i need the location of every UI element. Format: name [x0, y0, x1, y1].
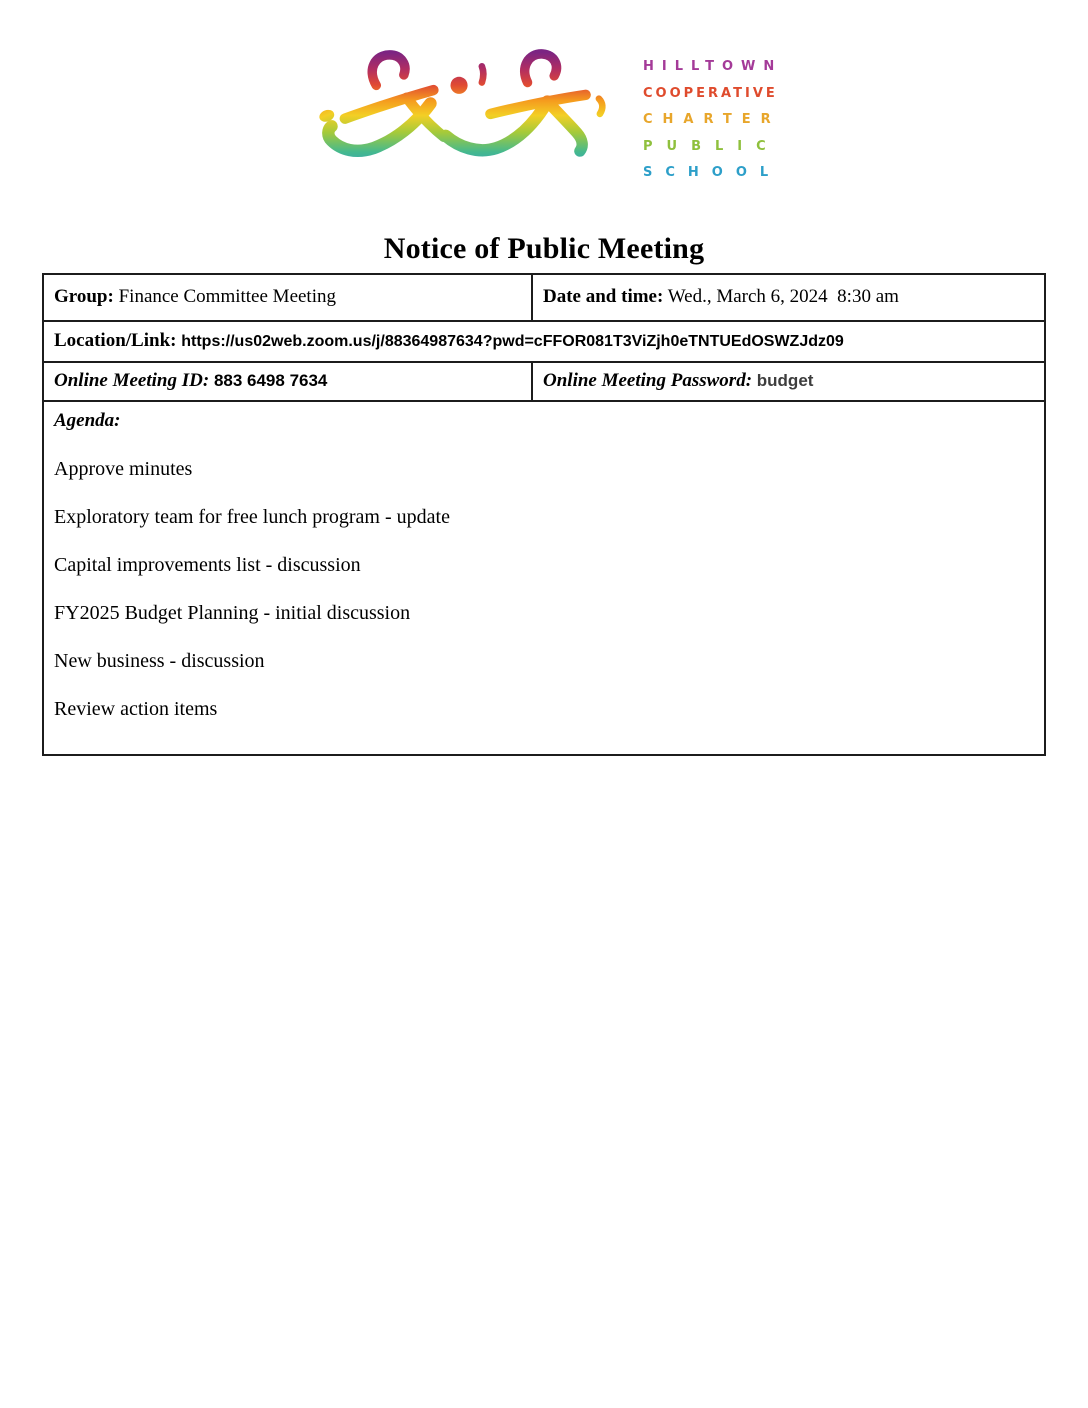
- location-label: Location/Link:: [54, 330, 177, 351]
- password-cell: [532, 362, 1045, 401]
- location-cell: [43, 321, 1045, 362]
- meeting-id-value: 883 6498 7634: [213, 371, 328, 390]
- group-label: Group:: [54, 286, 114, 307]
- group-value: Finance Committee Meeting: [118, 286, 336, 307]
- agenda-item: Approve minutes: [54, 457, 193, 480]
- dancing-figures-icon: [303, 38, 617, 186]
- agenda-cell: [43, 401, 1045, 755]
- agenda-item: FY2025 Budget Planning - initial discussion: [54, 601, 411, 624]
- datetime-cell: [532, 274, 1045, 321]
- datetime-label: Date and time:: [543, 286, 664, 307]
- meeting-id-cell: [43, 362, 532, 401]
- table-row: [43, 321, 1045, 362]
- datetime-value: Wed., March 6, 2024 8:30 am: [667, 286, 899, 307]
- school-name-line: CHARTER: [643, 112, 781, 127]
- password-label: Online Meeting Password:: [543, 370, 753, 391]
- agenda-item: Exploratory team for free lunch program - update: [54, 505, 450, 528]
- agenda-item: Capital improvements list - discussion: [54, 553, 361, 576]
- meeting-link[interactable]: https://us02web.zoom.us/j/88364987634?pwd=cFFOR081T3ViZjh0eTNTUEdOSWZJdz09: [181, 333, 844, 350]
- meeting-details-table: [42, 273, 1046, 756]
- school-logo: [0, 0, 1088, 187]
- school-name-line: COOPERATIVE: [643, 85, 778, 101]
- agenda-label: Agenda:: [54, 409, 121, 431]
- group-cell: [43, 274, 532, 321]
- table-row: [43, 401, 1045, 755]
- meeting-id-label: Online Meeting ID:: [54, 370, 210, 391]
- table-row: [43, 362, 1045, 401]
- page-title: Notice of Public Meeting: [383, 231, 705, 265]
- password-value: budget: [756, 371, 814, 390]
- school-name-line: SCHOOL: [643, 165, 782, 180]
- school-name-line: PUBLIC: [643, 138, 780, 154]
- agenda-item: Review action items: [54, 697, 218, 720]
- school-name-line: HILLTOWN: [643, 59, 783, 74]
- agenda-item: New business - discussion: [54, 649, 265, 672]
- school-name: [643, 54, 785, 187]
- table-row: [43, 274, 1045, 321]
